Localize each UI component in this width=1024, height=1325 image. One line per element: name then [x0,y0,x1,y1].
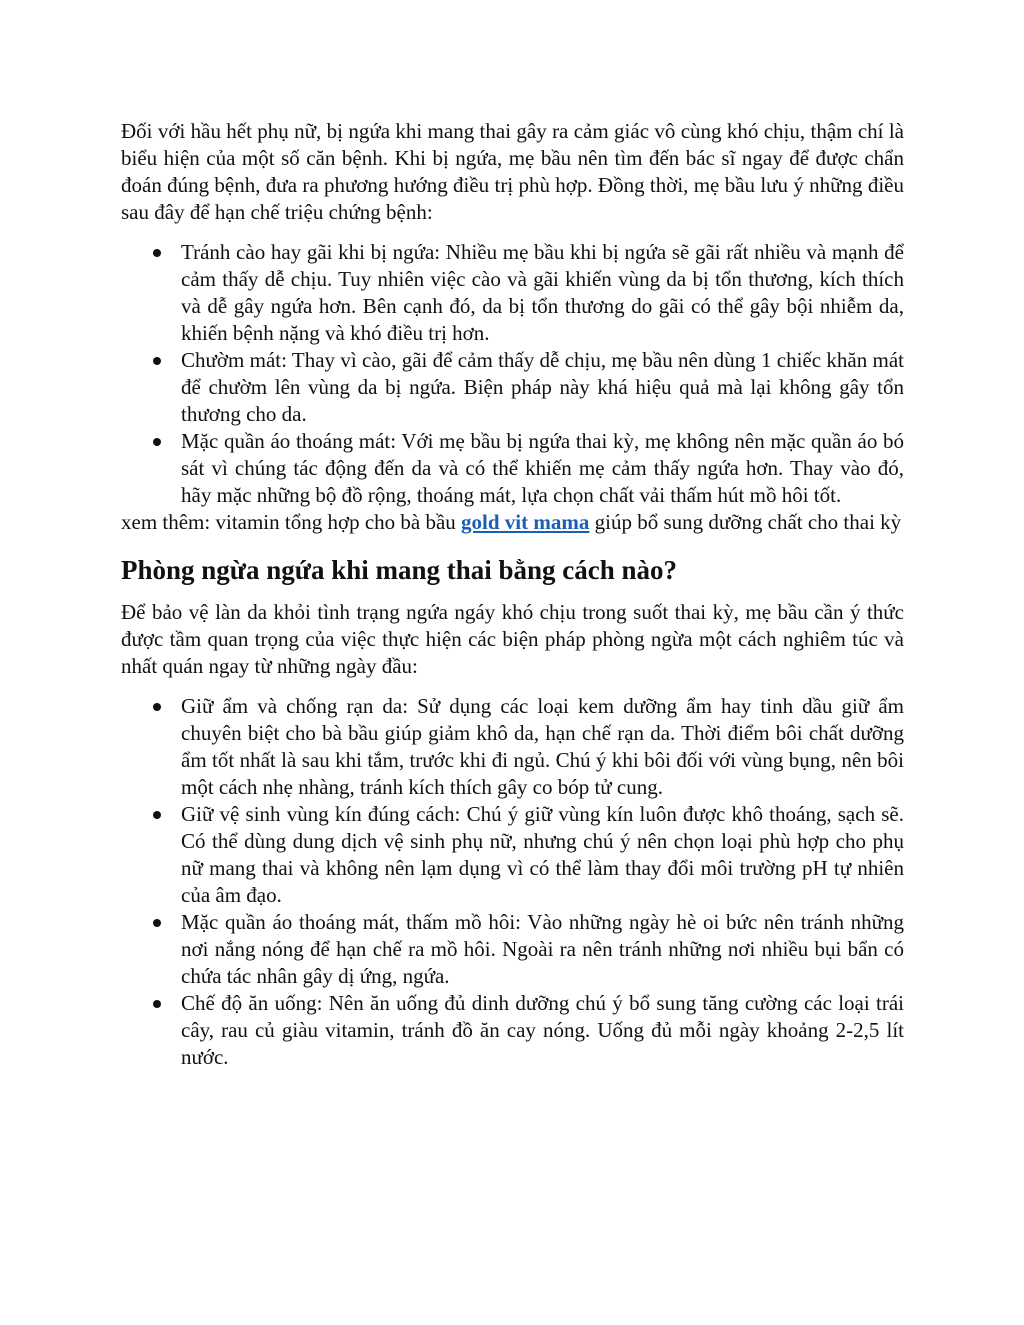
bullet-icon [153,438,161,446]
list-item [121,909,904,990]
care-tips-list [121,239,904,509]
bullet-icon [153,811,161,819]
bullet-icon [153,249,161,257]
list-item [121,428,904,509]
see-also-prefix: xem thêm: vitamin tổng hợp cho bà bầu [121,510,462,534]
gold-vit-mama-link[interactable]: gold vit mama [461,510,590,534]
list-item-text: Mặc quần áo thoáng mát: Với mẹ bầu bị ngứa thai kỳ, mẹ không nên mặc quần áo bó sát vì chúng tác động đến da và có thể khiến mẹ cảm thấy ngứa hơn. Thay vào đó, hãy mặc những bộ đồ rộng, thoáng mát, lựa chọn chất vải thấm hút mồ hôi tốt. [181,429,904,507]
bullet-icon [153,919,161,927]
section-heading: Phòng ngừa ngứa khi mang thai bằng cách nào? [121,555,678,585]
list-item-text: Mặc quần áo thoáng mát, thấm mồ hôi: Vào những ngày hè oi bức nên tránh những nơi nắng nóng để hạn chế ra mồ hôi. Ngoài ra nên tránh những nơi nhiều bụi bẩn có chứa tác nhân gây dị ứng, ngứa. [181,910,904,988]
list-item-text: Chườm mát: Thay vì cào, gãi để cảm thấy dễ chịu, mẹ bầu nên dùng 1 chiếc khăn mát để chườm lên vùng da bị ngứa. Biện pháp này khá hiệu quả mà lại không gây tổn thương cho da. [181,348,904,426]
document-page [121,118,904,1071]
see-also-suffix: giúp bổ sung dưỡng chất cho thai kỳ [589,510,902,534]
bullet-icon [153,703,161,711]
list-item-text: Tránh cào hay gãi khi bị ngứa: Nhiều mẹ bầu khi bị ngứa sẽ gãi rất nhiều và mạnh để cảm thấy dễ chịu. Tuy nhiên việc cào và gãi khiến vùng da bị tổn thương, kích thích và dễ gây ngứa hơn. Bên cạnh đó, da bị tổn thương do gãi có thể gây bội nhiễm da, khiến bệnh nặng và khó điều trị hơn. [181,240,904,345]
section-intro-paragraph: Để bảo vệ làn da khỏi tình trạng ngứa ngáy khó chịu trong suốt thai kỳ, mẹ bầu cần ý thức được tầm quan trọng của việc thực hiện các biện pháp phòng ngừa một cách nghiêm túc và nhất quán ngay từ những ngày đầu: [121,600,904,678]
list-item [121,693,904,801]
list-item-text: Giữ ẩm và chống rạn da: Sử dụng các loại kem dưỡng ẩm hay tinh dầu giữ ẩm chuyên biệt cho bà bầu giúp giảm khô da, hạn chế rạn da. Thời điểm bôi chất dưỡng ẩm tốt nhất là sau khi tắm, trước khi đi ngủ. Chú ý khi bôi đối với vùng bụng, nên bôi một cách nhẹ nhàng, tránh kích thích gây co bóp tử cung. [181,694,904,799]
list-item-text: Giữ vệ sinh vùng kín đúng cách: Chú ý giữ vùng kín luôn được khô thoáng, sạch sẽ. Có thể dùng dung dịch vệ sinh phụ nữ, nhưng chú ý nên chọn loại phù hợp cho phụ nữ mang thai và không nên lạm dụng vì có thể làm thay đổi môi trường pH tự nhiên của âm đạo. [181,802,904,907]
bullet-icon [153,357,161,365]
bullet-icon [153,1000,161,1008]
prevention-list [121,693,904,1071]
list-item [121,801,904,909]
list-item [121,347,904,428]
intro-paragraph: Đối với hầu hết phụ nữ, bị ngứa khi mang thai gây ra cảm giác vô cùng khó chịu, thậm chí là biểu hiện của một số căn bệnh. Khi bị ngứa, mẹ bầu nên tìm đến bác sĩ ngay để được chẩn đoán đúng bệnh, đưa ra phương hướng điều trị phù hợp. Đồng thời, mẹ bầu lưu ý những điều sau đây để hạn chế triệu chứng bệnh: [121,119,904,224]
list-item [121,239,904,347]
list-item [121,990,904,1071]
list-item-text: Chế độ ăn uống: Nên ăn uống đủ dinh dưỡng chú ý bổ sung tăng cường các loại trái cây, rau củ giàu vitamin, tránh đồ ăn cay nóng. Uống đủ mỗi ngày khoảng 2-2,5 lít nước. [181,991,904,1069]
see-also-paragraph [121,509,904,536]
